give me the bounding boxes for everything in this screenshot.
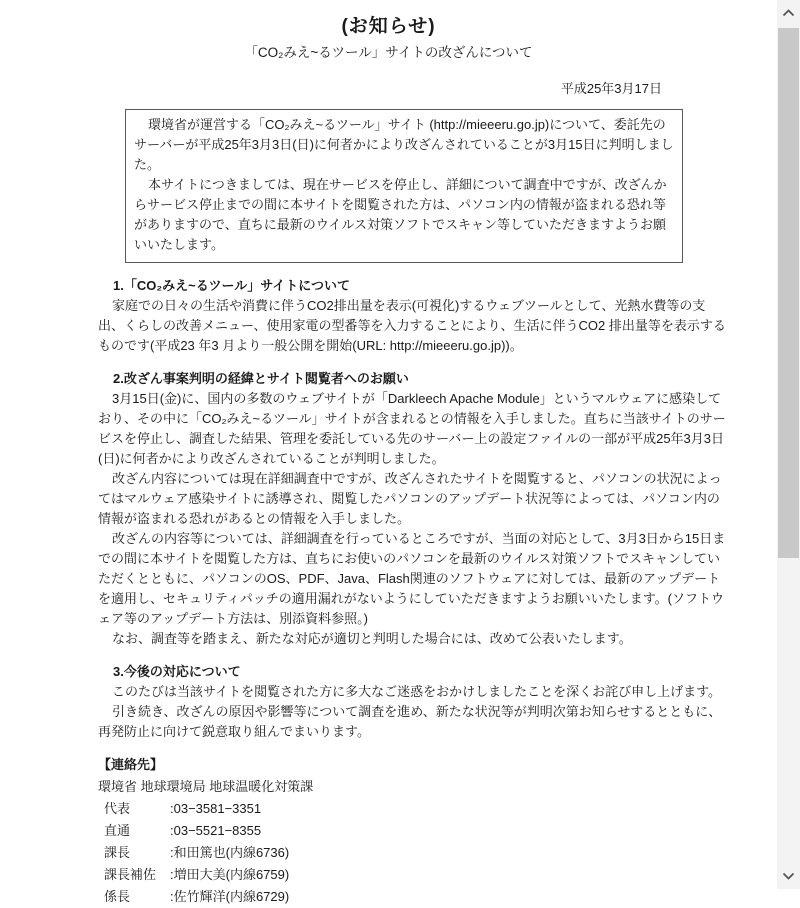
page-title: (お知らせ) xyxy=(341,16,436,37)
section-1-heading: 1.「CO₂みえ~るツール」サイトについて xyxy=(113,278,351,293)
chevron-down-icon xyxy=(782,867,795,885)
contact-row xyxy=(104,820,727,842)
contact-organization: 環境省 地球環境局 地球温暖化対策課 xyxy=(98,779,314,794)
notice-box xyxy=(125,109,683,263)
section-3-paragraph: 引き続き、改ざんの原因や影響等について調査を進め、新たな状況等が判明次第お知らせするとともに、再発防止に向けて鋭意取り組んでまいります。 xyxy=(98,704,722,739)
contact-row-label: 課長補佐 xyxy=(104,867,157,882)
contact-row-label: 代表 xyxy=(104,801,131,816)
section-2-paragraph: 改ざん内容については現在詳細調査中ですが、改ざんされたサイトを閲覧すると、パソコンの状況によってはマルウェア感染サイトに誘導され、閲覧したパソコンのアップデート状況等によっては、パソコン内の情報が盗まれる恐れがあるとの情報を入手しました。 xyxy=(98,471,722,526)
contact-row-value: :03−5521−8355 xyxy=(170,823,262,838)
notice-box-paragraph: 環境省が運営する「CO₂みえ~るツール」サイト (http://mieeeru.go.jp)について、委託先のサーバーが平成25年3月3日(日)に何者かにより改ざんされていることが3月15日に判明しました。 xyxy=(134,117,674,172)
contact-block xyxy=(98,754,727,908)
document-header xyxy=(0,0,777,62)
contact-row-label: 係長 xyxy=(104,889,131,904)
contact-row-value: :和田篤也(内線6736) xyxy=(170,845,290,860)
scroll-down-button[interactable] xyxy=(777,863,800,889)
notice-box-paragraph: 本サイトにつきましては、現在サービスを停止し、詳細について調査中ですが、改ざんからサービス停止までの間に本サイトを閲覧された方は、パソコン内の情報が盗まれる恐れ等がありますので、直ちに最新のウイルス対策ソフトでスキャン等していただきますようお願いいたします。 xyxy=(134,177,667,252)
contact-row xyxy=(104,886,727,908)
chevron-up-icon xyxy=(782,4,795,22)
contact-row-label: 課長 xyxy=(104,845,131,860)
contact-row xyxy=(104,864,727,886)
contact-heading: 【連絡先】 xyxy=(98,757,164,772)
section-2-paragraph: 改ざんの内容等については、詳細調査を行っているところですが、当面の対応として、3月3日から15日までの間に本サイトを閲覧した方は、直ちにお使いのパソコンを最新のウイルス対策ソフトでスキャンしていただくとともに、パソコンのOS、PDF、Java、Flash関連のソフトウェアに対しては、最新のアップデートを適用し、セキュリティパッチの適用漏れがないようにしていただきますようお願いいたします。(ソフトウェア等のアップデート方法は、別添資料参照。) xyxy=(98,531,726,626)
contact-row-value: :増田大美(内線6759) xyxy=(170,867,290,882)
document-content xyxy=(0,79,777,908)
contact-row-value: :佐竹輝洋(内線6729) xyxy=(170,889,290,904)
section-3-heading: 3.今後の対応について xyxy=(113,664,241,679)
section-3-paragraph: このたびは当該サイトを閲覧された方に多大なご迷惑をおかけしましたことを深くお詫び申し上げます。 xyxy=(112,684,722,699)
section-1-paragraph: 家庭での日々の生活や消費に伴うCO2排出量を表示(可視化)するウェブツールとして、光熱水費等の支出、くらしの改善メニュー、使用家電の型番等を入力することにより、生活に伴うCO2 排出量等を表示するものです(平成23 年3 月より一般公開を開始(URL: http://mieeeru.go.jp))。 xyxy=(98,298,726,353)
contact-row xyxy=(104,842,727,864)
contact-row-value: :03−3581−3351 xyxy=(170,801,262,816)
page-subtitle: 「CO₂みえ~るツール」サイトの改ざんについて xyxy=(244,45,533,60)
scroll-up-button[interactable] xyxy=(777,0,800,26)
document-date: 平成25年3月17日 xyxy=(560,81,662,96)
section-2-heading: 2.改ざん事案判明の経緯とサイト閲覧者へのお願い xyxy=(113,371,409,386)
contact-row-label: 直通 xyxy=(104,823,131,838)
section-2-paragraph: なお、調査等を踏まえ、新たな対応が適切と判明した場合には、改めて公表いたします。 xyxy=(112,631,632,646)
contact-row xyxy=(104,798,727,820)
vertical-scrollbar[interactable] xyxy=(777,0,800,889)
scrollbar-thumb[interactable] xyxy=(778,28,799,558)
section-2-paragraph: 3月15日(金)に、国内の多数のウェブサイトが「Darkleech Apache Module」というマルウェアに感染しており、その中に「CO₂みえ~るツール」サイトが含まれるとの情報を入手しました。直ちに当該サイトのサービスを停止し、調査した結果、管理を委託している先のサーバー上の設定ファイルの一部が平成25年3月3日(日)に何者かにより改ざんされていることが判明しました。 xyxy=(98,391,726,466)
